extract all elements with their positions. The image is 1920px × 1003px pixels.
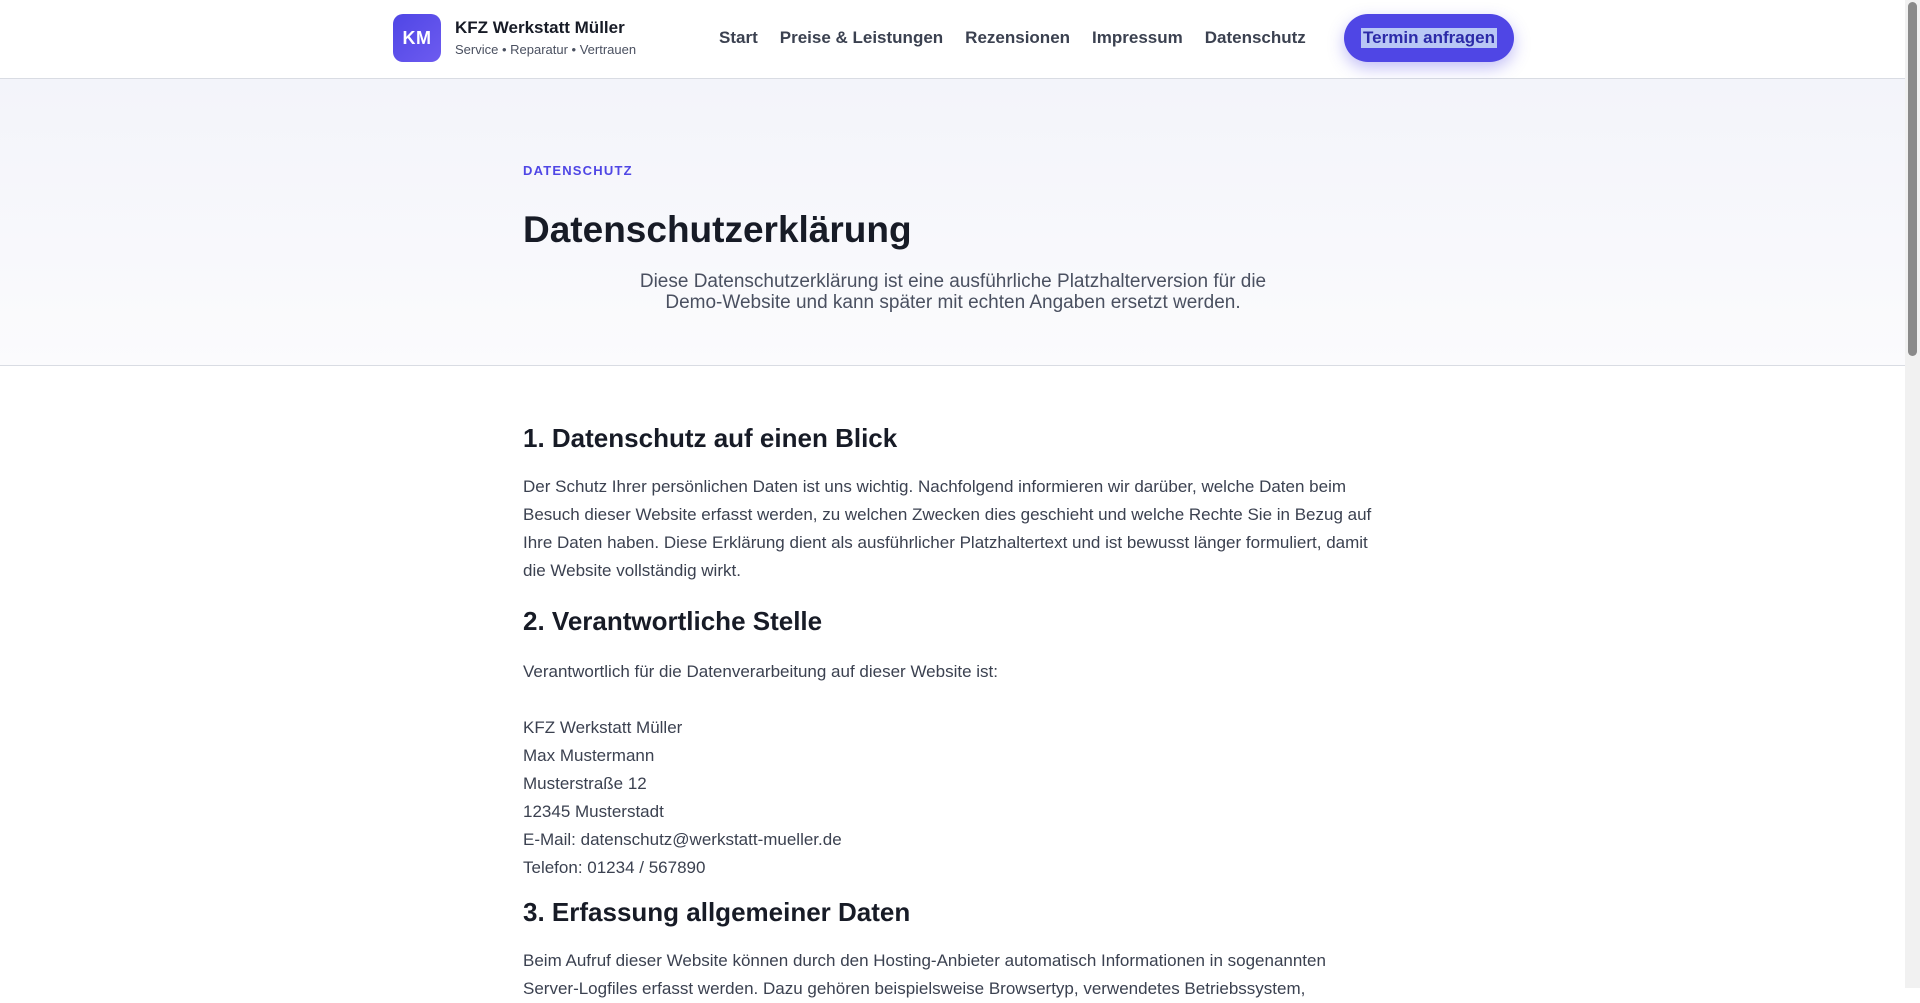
text-line: Besuch dieser Website erfasst werden, zu welchen Zwecken dies geschieht und welche Rechte Sie in Bezug auf	[523, 505, 1372, 524]
brand-tagline: Service • Reparatur • Vertrauen	[455, 42, 637, 57]
appointment-request-button[interactable]	[1344, 14, 1514, 62]
page-title: Datenschutzerklärung	[523, 209, 912, 250]
brand-logo[interactable]: KM	[393, 14, 441, 62]
hero-subtitle-line: Diese Datenschutzerklärung ist eine ausführliche Platzhalterversion für die	[639, 271, 1267, 292]
nav-link-preise-leistungen[interactable]: Preise & Leistungen	[779, 28, 944, 47]
brand[interactable]	[393, 14, 636, 62]
hero-subtitle-line: Demo-Website und kann später mit echten Angaben ersetzt werden.	[665, 292, 1241, 313]
brand-text	[455, 17, 636, 59]
brand-name[interactable]: KFZ Werkstatt Müller	[455, 18, 625, 37]
appointment-request-label: Termin anfragen	[1363, 28, 1495, 47]
section-text	[523, 947, 1383, 1003]
nav-link-impressum[interactable]: Impressum	[1092, 28, 1183, 47]
nav-link-rezensionen[interactable]: Rezensionen	[965, 28, 1071, 47]
text-line: Server-Logfiles erfasst werden. Dazu gehören beispielsweise Browsertyp, verwendetes Betriebssystem,	[523, 979, 1306, 998]
nav-link-datenschutz[interactable]: Datenschutz	[1204, 28, 1306, 47]
text-line: Beim Aufruf dieser Website können durch den Hosting-Anbieter automatisch Informationen in sogenannten	[523, 951, 1326, 970]
section-text: Verantwortlich für die Datenverarbeitung auf dieser Website ist:	[523, 662, 998, 681]
nav-link-start[interactable]: Start	[719, 28, 758, 47]
main-nav	[719, 27, 1328, 49]
text-line: die Website vollständig wirkt.	[523, 561, 741, 580]
address-person: Max Mustermann	[523, 746, 655, 765]
section-title: 1. Datenschutz auf einen Blick	[523, 423, 898, 453]
site-header	[0, 0, 1905, 79]
text-line: Ihre Daten haben. Diese Erklärung dient als ausführlicher Platzhaltertext und ist bewusst länger formuliert, damit	[523, 533, 1368, 552]
address-street: Musterstraße 12	[523, 774, 647, 793]
page-scrollbar-thumb[interactable]	[1908, 2, 1917, 356]
section-title: 3. Erfassung allgemeiner Daten	[523, 897, 911, 927]
section-title: 2. Verantwortliche Stelle	[523, 606, 823, 636]
privacy-content	[523, 418, 1383, 1003]
section-text	[523, 473, 1383, 585]
page-hero	[0, 79, 1905, 366]
hero-eyebrow: DATENSCHUTZ	[523, 163, 633, 178]
text-line: Der Schutz Ihrer persönlichen Daten ist uns wichtig. Nachfolgend informieren wir darüber, welche Daten beim	[523, 477, 1347, 496]
responsible-address	[523, 714, 1383, 882]
hero-subtitle	[523, 271, 1383, 313]
address-email: E-Mail: datenschutz@werkstatt-mueller.de	[523, 830, 842, 849]
address-city: 12345 Musterstadt	[523, 802, 664, 821]
address-phone: Telefon: 01234 / 567890	[523, 858, 706, 877]
address-company: KFZ Werkstatt Müller	[523, 718, 683, 737]
